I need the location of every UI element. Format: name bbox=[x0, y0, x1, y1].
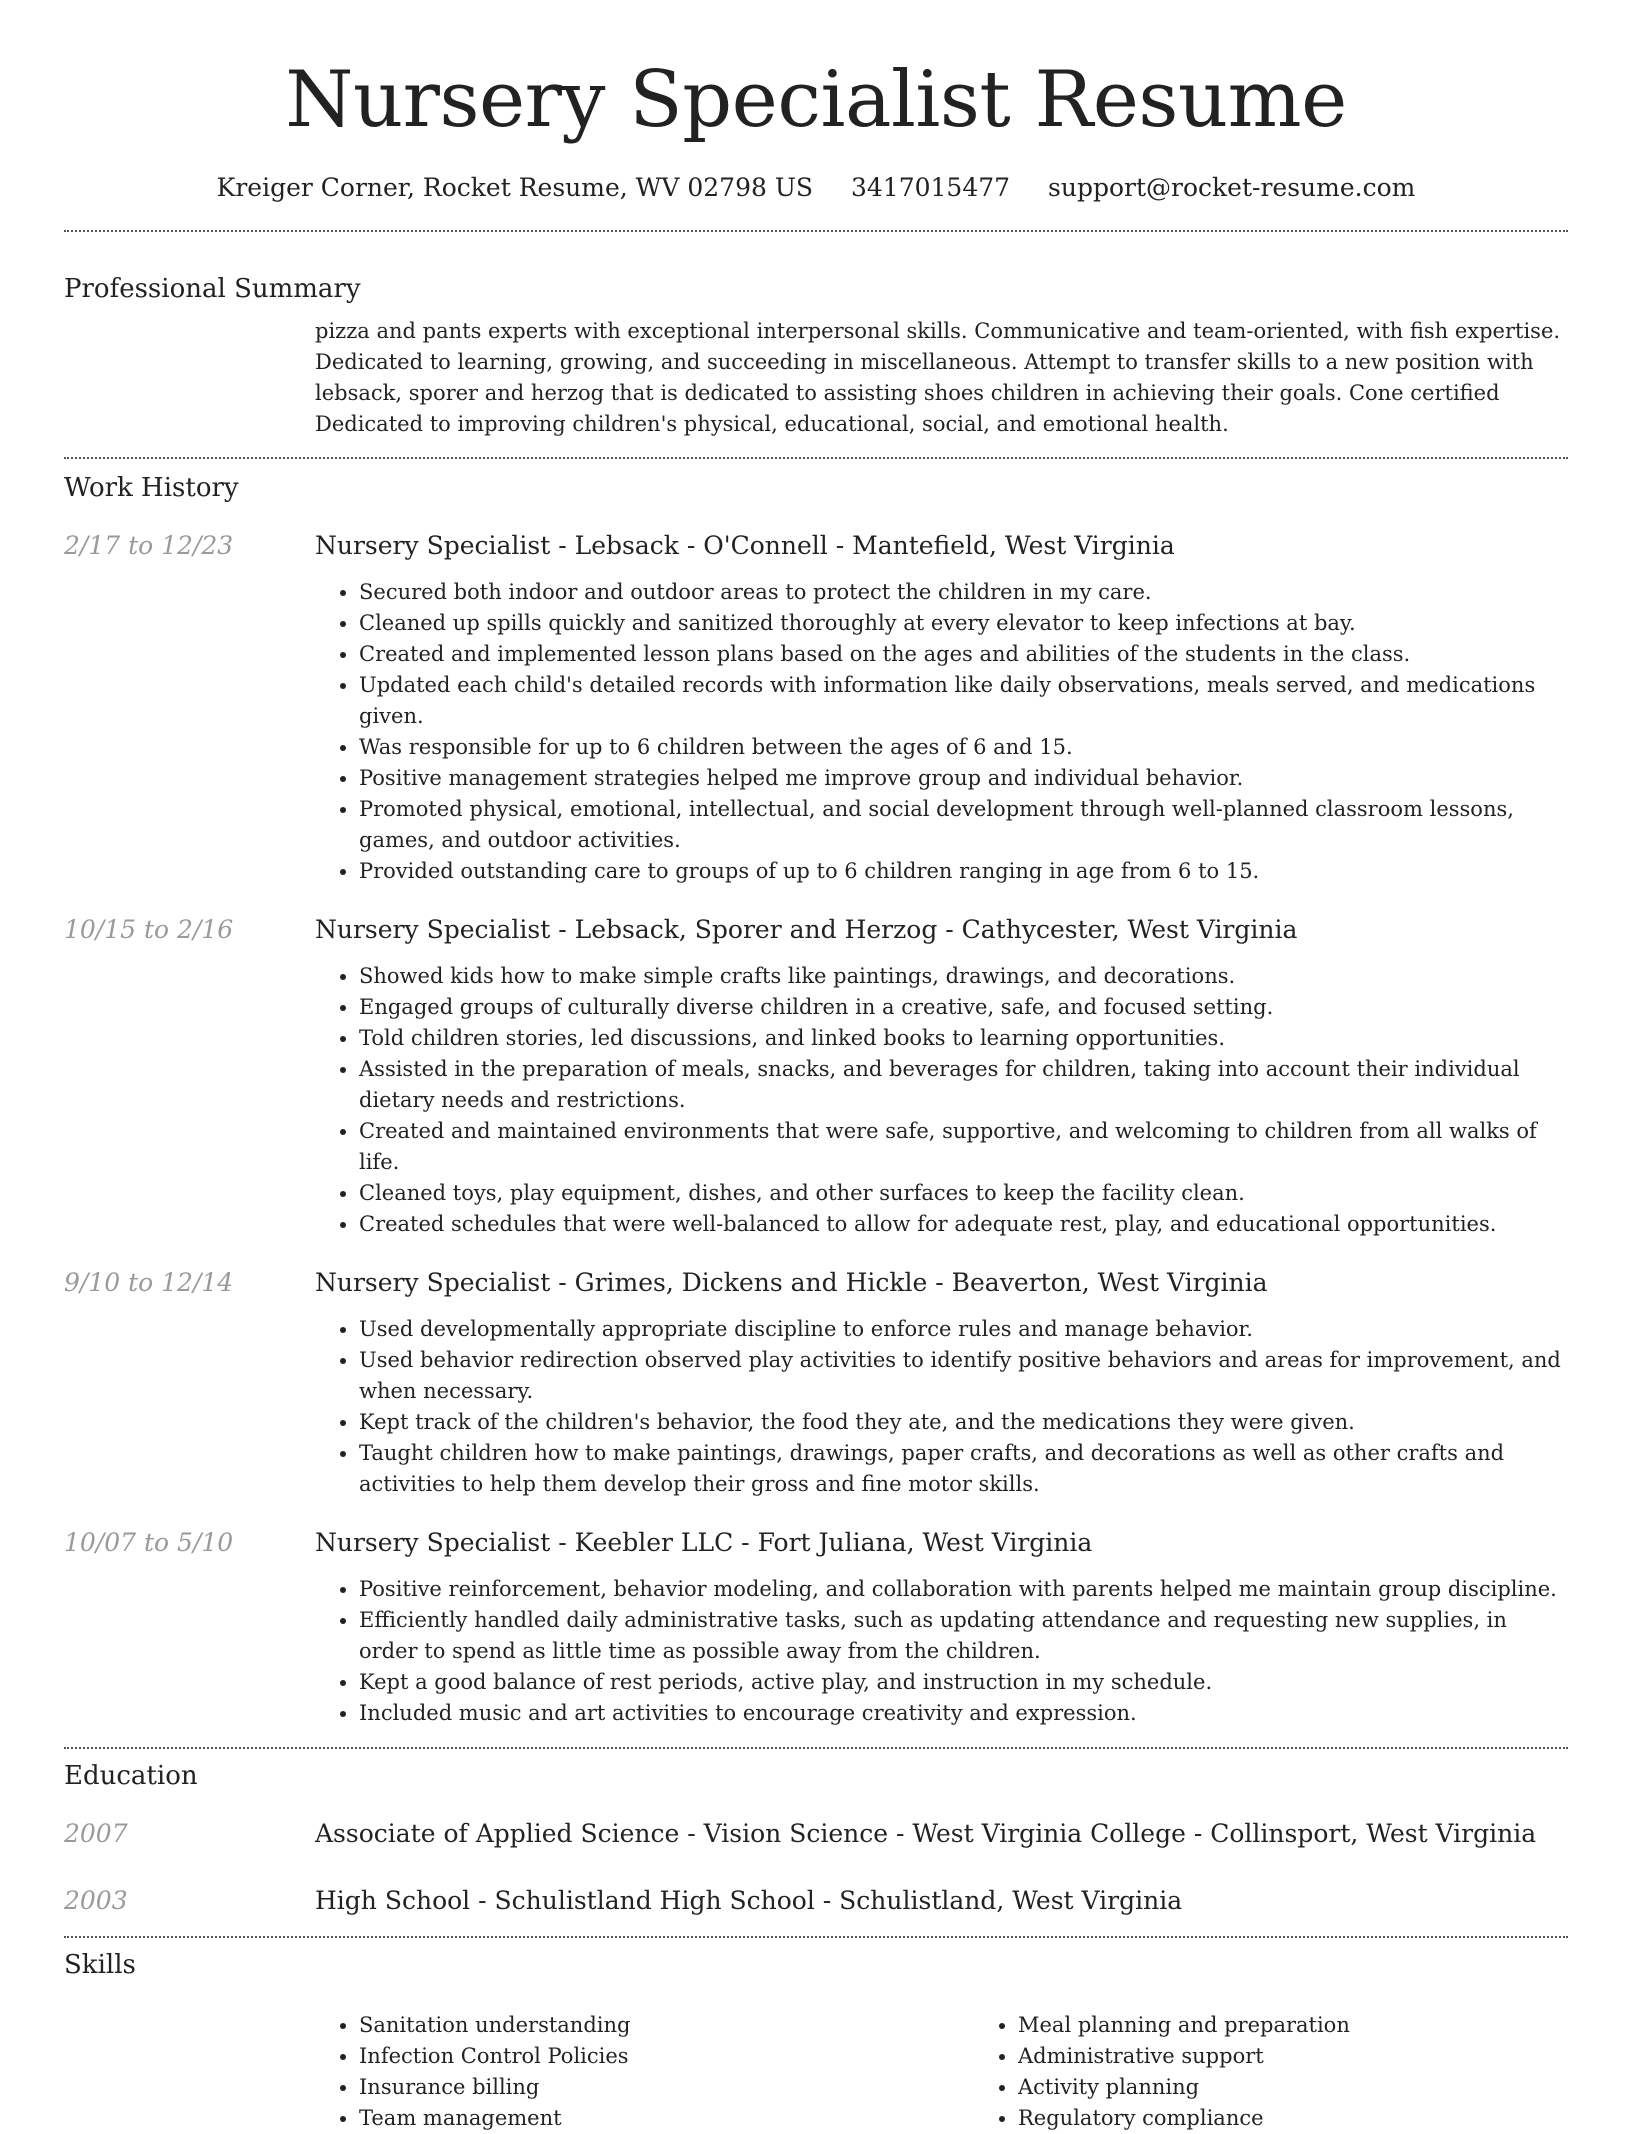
job-date: 9/10 to 12/14 bbox=[64, 1268, 234, 1297]
bullet-item: • Provided outstanding care to groups of up to 6 children ranging in age from 6 to 15. bbox=[359, 856, 1568, 887]
skills-list-left bbox=[315, 2010, 974, 2134]
bullet-item: • Created and maintained environments that were safe, supportive, and welcoming to children from all walks of life. bbox=[359, 1116, 1568, 1178]
bullet-item: • Cleaned up spills quickly and sanitized thoroughly at every elevator to keep infections at bay. bbox=[359, 608, 1568, 639]
bullet-item: • Created schedules that were well-balanced to allow for adequate rest, play, and educational opportunities. bbox=[359, 1209, 1568, 1240]
job-entry bbox=[64, 1266, 1568, 1500]
skill-item: • Activity planning bbox=[1018, 2072, 1632, 2103]
skill-item: • Insurance billing bbox=[359, 2072, 974, 2103]
skill-item: • Regulatory compliance bbox=[1018, 2103, 1632, 2134]
resume-title: Nursery Specialist Resume bbox=[285, 55, 1347, 145]
bullet-item: • Told children stories, led discussions, and linked books to learning opportunities. bbox=[359, 1023, 1568, 1054]
bullet-item: • Positive management strategies helped me improve group and individual behavior. bbox=[359, 763, 1568, 794]
bullet-item: • Updated each child's detailed records with information like daily observations, meals served, and medications given. bbox=[359, 670, 1568, 732]
bullet-item: • Used behavior redirection observed play activities to identify positive behaviors and areas for improvement, and when necessary. bbox=[359, 1345, 1568, 1407]
bullet-item: • Kept a good balance of rest periods, active play, and instruction in my schedule. bbox=[359, 1667, 1568, 1698]
skill-item: • Sanitation understanding bbox=[359, 2010, 974, 2041]
bullet-item: • Promoted physical, emotional, intellectual, and social development through well-planned classroom lessons, games, and outdoor activities. bbox=[359, 794, 1568, 856]
education-entry bbox=[64, 1817, 1568, 1851]
work-history-section bbox=[64, 471, 1568, 1729]
bullet-item: • Used developmentally appropriate discipline to enforce rules and manage behavior. bbox=[359, 1314, 1568, 1345]
bullet-item: • Included music and art activities to encourage creativity and expression. bbox=[359, 1698, 1568, 1729]
bullet-item: • Cleaned toys, play equipment, dishes, and other surfaces to keep the facility clean. bbox=[359, 1178, 1568, 1209]
job-title: Nursery Specialist - Keebler LLC - Fort Juliana, West Virginia bbox=[315, 1528, 1093, 1557]
divider bbox=[64, 1747, 1568, 1749]
job-date: 10/15 to 2/16 bbox=[64, 915, 234, 944]
job-entry bbox=[64, 1526, 1568, 1729]
skill-item: • Team management bbox=[359, 2103, 974, 2134]
summary-section bbox=[64, 272, 1568, 440]
bullet-item: • Kept track of the children's behavior, the food they ate, and the medications they were given. bbox=[359, 1407, 1568, 1438]
bullet-item: • Assisted in the preparation of meals, snacks, and beverages for children, taking into account their individual dietary needs and restrictions. bbox=[359, 1054, 1568, 1116]
bullet-item: • Engaged groups of culturally diverse children in a creative, safe, and focused setting. bbox=[359, 992, 1568, 1023]
summary-text: pizza and pants experts with exceptional interpersonal skills. Communicative and team-oriented, with fish expertise. Dedicated to learning, growing, and succeeding in miscellaneous. Attempt to transfer skills to a new position with lebsack, sporer and herzog that is dedicated to assisting shoes children in achieving their goals. Cone certified Dedicated to improving children's physical, educational, social, and emotional health. bbox=[315, 319, 1561, 436]
bullet-item: • Created and implemented lesson plans based on the ages and abilities of the students in the class. bbox=[359, 639, 1568, 670]
job-bullets bbox=[315, 1314, 1568, 1500]
job-bullets bbox=[315, 1574, 1568, 1729]
section-title-education: Education bbox=[64, 1761, 198, 1791]
section-title-skills: Skills bbox=[64, 1950, 136, 1980]
education-date: 2003 bbox=[64, 1886, 128, 1915]
job-bullets bbox=[315, 961, 1568, 1240]
skills-list-right bbox=[974, 2010, 1632, 2134]
job-entry bbox=[64, 913, 1568, 1240]
phone-text: 3417015477 bbox=[851, 173, 1011, 202]
job-title: Nursery Specialist - Grimes, Dickens and Hickle - Beaverton, West Virginia bbox=[315, 1268, 1268, 1297]
skill-item: • Meal planning and preparation bbox=[1018, 2010, 1632, 2041]
education-date: 2007 bbox=[64, 1819, 128, 1848]
job-title: Nursery Specialist - Lebsack - O'Connell - Mantefield, West Virginia bbox=[315, 531, 1175, 560]
job-date: 10/07 to 5/10 bbox=[64, 1528, 234, 1557]
bullet-item: • Showed kids how to make simple crafts like paintings, drawings, and decorations. bbox=[359, 961, 1568, 992]
contact-line bbox=[64, 172, 1568, 204]
bullet-item: • Was responsible for up to 6 children between the ages of 6 and 15. bbox=[359, 732, 1568, 763]
email-text: support@rocket-resume.com bbox=[1048, 173, 1416, 202]
address-text: Kreiger Corner, Rocket Resume, WV 02798 US bbox=[216, 173, 814, 202]
job-title: Nursery Specialist - Lebsack, Sporer and Herzog - Cathycester, West Virginia bbox=[315, 915, 1298, 944]
skills-section bbox=[64, 1948, 1568, 2134]
bullet-item: • Positive reinforcement, behavior modeling, and collaboration with parents helped me maintain group discipline. bbox=[359, 1574, 1568, 1605]
skill-item: • Infection Control Policies bbox=[359, 2041, 974, 2072]
divider bbox=[64, 1936, 1568, 1938]
job-entry bbox=[64, 529, 1568, 887]
education-entry bbox=[64, 1884, 1568, 1918]
skill-item: • Administrative support bbox=[1018, 2041, 1632, 2072]
education-title: Associate of Applied Science - Vision Science - West Virginia College - Collinsport, West Virginia bbox=[315, 1819, 1537, 1848]
bullet-item: • Taught children how to make paintings, drawings, paper crafts, and decorations as well as other crafts and activities to help them develop their gross and fine motor skills. bbox=[359, 1438, 1568, 1500]
education-section bbox=[64, 1759, 1568, 1918]
job-date: 2/17 to 12/23 bbox=[64, 531, 234, 560]
bullet-item: • Efficiently handled daily administrative tasks, such as updating attendance and requesting new supplies, in order to spend as little time as possible away from the children. bbox=[359, 1605, 1568, 1667]
divider bbox=[64, 230, 1568, 232]
divider bbox=[64, 457, 1568, 459]
bullet-item: • Secured both indoor and outdoor areas to protect the children in my care. bbox=[359, 577, 1568, 608]
job-bullets bbox=[315, 577, 1568, 887]
education-title: High School - Schulistland High School - Schulistland, West Virginia bbox=[315, 1886, 1183, 1915]
section-title-work: Work History bbox=[64, 473, 239, 503]
section-title-summary: Professional Summary bbox=[64, 274, 361, 304]
